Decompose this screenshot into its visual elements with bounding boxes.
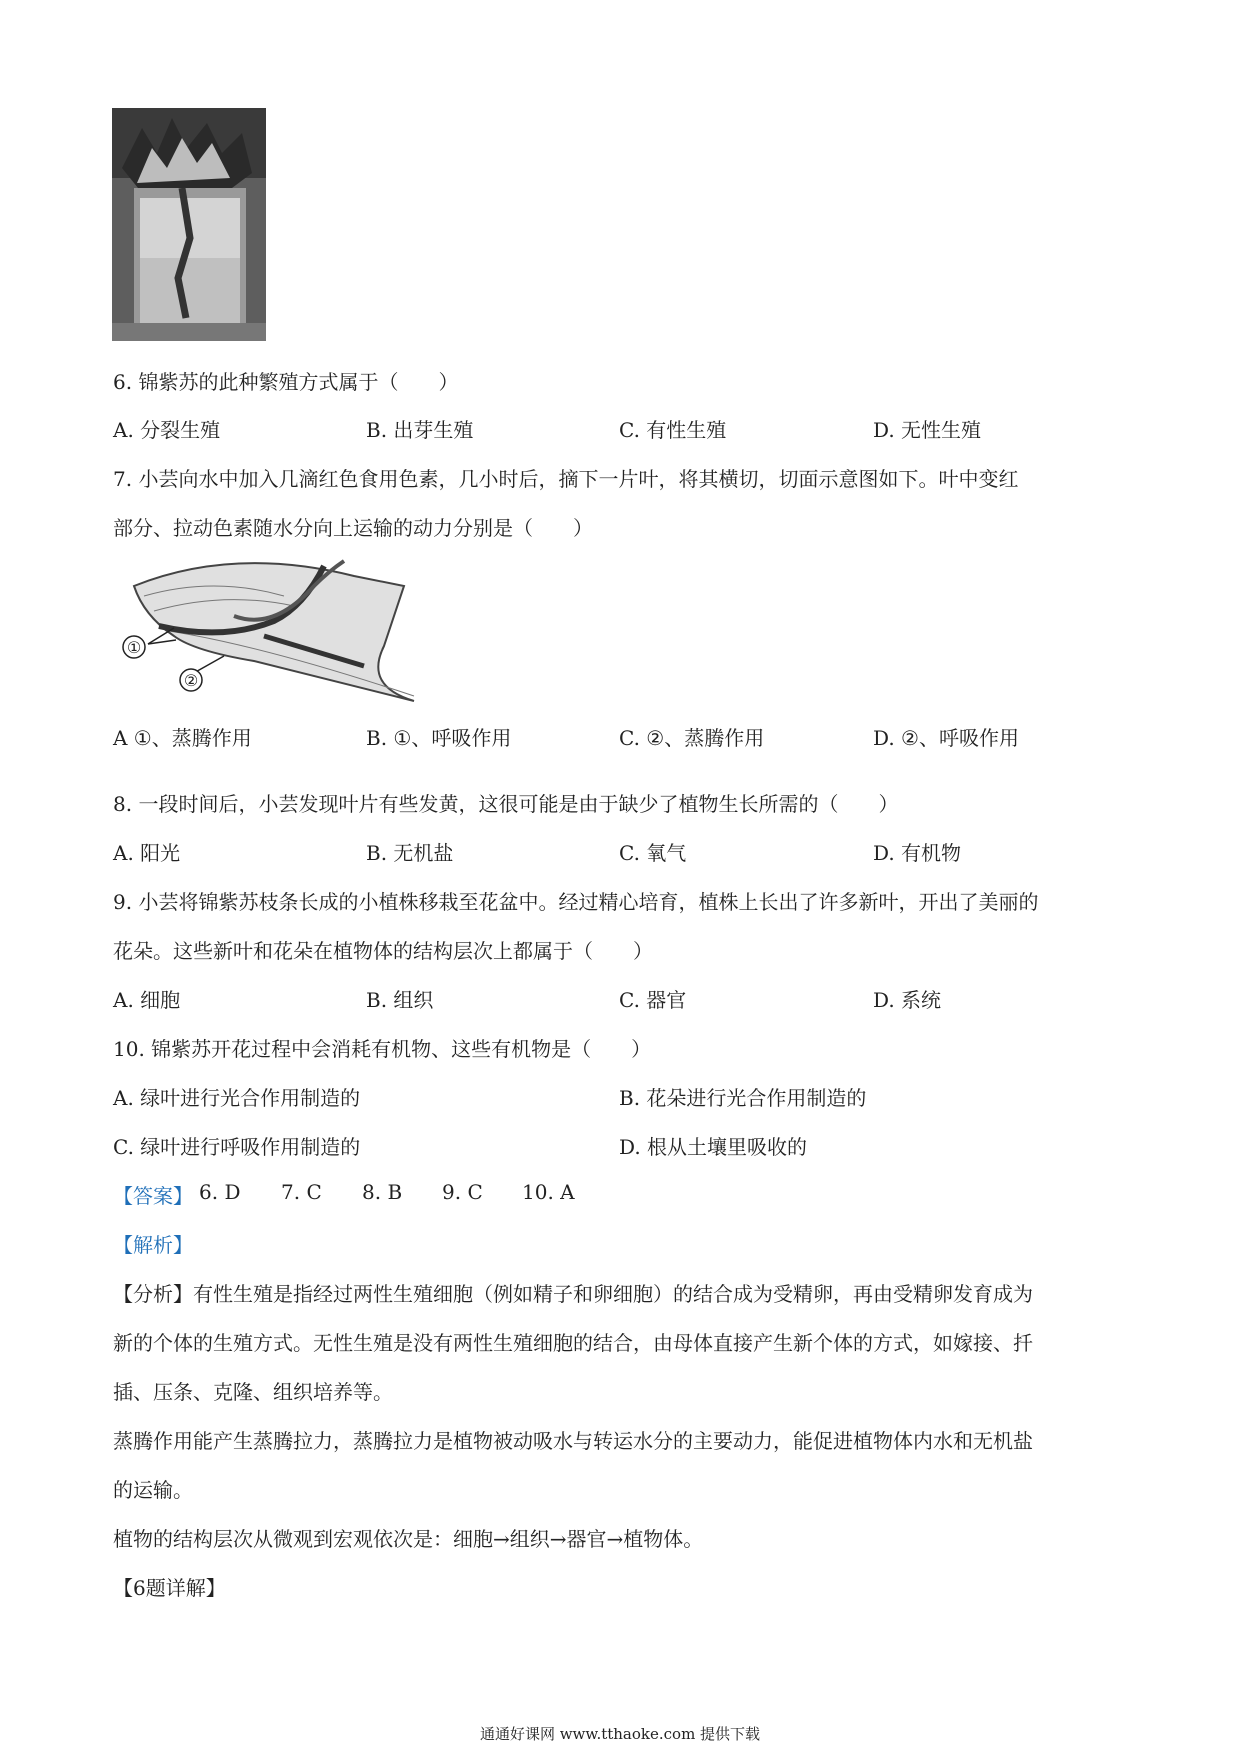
q10-option-d: D. 根从土壤里吸收的 bbox=[619, 1135, 808, 1159]
q9-stem-line1: 9. 小芸将锦紫苏枝条长成的小植株移栽至花盆中。经过精心培育，植株上长出了许多新叶，开出了美丽的 bbox=[113, 890, 1039, 914]
q7-option-d: D. ②、呼吸作用 bbox=[873, 726, 1019, 750]
analysis-para1-text: 有性生殖是指经过两性生殖细胞（例如精子和卵细胞）的结合成为受精卵，再由受精卵发育成为 bbox=[193, 1282, 1033, 1306]
q9-option-a: A. 细胞 bbox=[113, 988, 181, 1012]
analysis-label: 【解析】 bbox=[113, 1233, 193, 1257]
q6-option-a: A. 分裂生殖 bbox=[113, 418, 221, 442]
plant-cutting-photo bbox=[112, 108, 266, 341]
analysis-para1-line2: 新的个体的生殖方式。无性生殖是没有两性生殖细胞的结合，由母体直接产生新个体的方式，如嫁接、扦 bbox=[113, 1331, 1033, 1355]
q10-option-c: C. 绿叶进行呼吸作用制造的 bbox=[113, 1135, 361, 1159]
analysis-para3: 植物的结构层次从微观到宏观依次是：细胞→组织→器官→植物体。 bbox=[113, 1527, 704, 1551]
q8-option-a: A. 阳光 bbox=[113, 841, 181, 865]
analysis-para1-line3: 插、压条、克隆、组织培养等。 bbox=[113, 1380, 393, 1404]
q10-option-b: B. 花朵进行光合作用制造的 bbox=[619, 1086, 867, 1110]
answer-item: 9. C bbox=[442, 1180, 483, 1204]
answer-item: 8. B bbox=[362, 1180, 403, 1204]
q7-option-b: B. ①、呼吸作用 bbox=[366, 726, 512, 750]
q7-stem-line2: 部分、拉动色素随水分向上运输的动力分别是（ ） bbox=[113, 516, 593, 540]
q6-stem: 6. 锦紫苏的此种繁殖方式属于（ ） bbox=[113, 370, 459, 394]
q7-option-a: A ①、蒸腾作用 bbox=[113, 726, 252, 750]
q9-option-d: D. 系统 bbox=[873, 988, 942, 1012]
leaf-cross-section-diagram bbox=[114, 556, 420, 708]
q6-option-d: D. 无性生殖 bbox=[873, 418, 982, 442]
answer-item: 7. C bbox=[281, 1180, 322, 1204]
fenxi-label: 【分析】 bbox=[113, 1282, 193, 1306]
analysis-para1-line1 bbox=[113, 1278, 1033, 1307]
q9-stem-line2: 花朵。这些新叶和花朵在植物体的结构层次上都属于（ ） bbox=[113, 939, 653, 963]
q8-option-b: B. 无机盐 bbox=[366, 841, 454, 865]
q7-option-c: C. ②、蒸腾作用 bbox=[619, 726, 765, 750]
answer-item: 6. D bbox=[199, 1180, 241, 1204]
answer-label: 【答案】 bbox=[113, 1184, 193, 1208]
q8-stem: 8. 一段时间后，小芸发现叶片有些发黄，这很可能是由于缺少了植物生长所需的（ ） bbox=[113, 792, 899, 816]
q8-option-d: D. 有机物 bbox=[873, 841, 962, 865]
analysis-para2-line1: 蒸腾作用能产生蒸腾拉力，蒸腾拉力是植物被动吸水与转运水分的主要动力，能促进植物体内水和无机盐 bbox=[113, 1429, 1033, 1453]
answer-item: 10. A bbox=[522, 1180, 575, 1204]
page-footer: 通通好课网 www.tthaoke.com 提供下载 bbox=[479, 1725, 761, 1743]
q6-option-b: B. 出芽生殖 bbox=[366, 418, 474, 442]
q10-option-a: A. 绿叶进行光合作用制造的 bbox=[113, 1086, 361, 1110]
diagram-label-2: ② bbox=[183, 671, 199, 690]
q8-option-c: C. 氧气 bbox=[619, 841, 687, 865]
q7-stem-line1: 7. 小芸向水中加入几滴红色食用色素，几小时后，摘下一片叶，将其横切，切面示意图如下。叶中变红 bbox=[113, 467, 1019, 491]
detail6-heading: 【6题详解】 bbox=[113, 1576, 226, 1600]
q9-option-c: C. 器官 bbox=[619, 988, 687, 1012]
q9-option-b: B. 组织 bbox=[366, 988, 434, 1012]
analysis-para2-line2: 的运输。 bbox=[113, 1478, 193, 1502]
q10-stem: 10. 锦紫苏开花过程中会消耗有机物、这些有机物是（ ） bbox=[113, 1037, 652, 1061]
q6-option-c: C. 有性生殖 bbox=[619, 418, 727, 442]
diagram-label-1: ① bbox=[126, 638, 142, 657]
